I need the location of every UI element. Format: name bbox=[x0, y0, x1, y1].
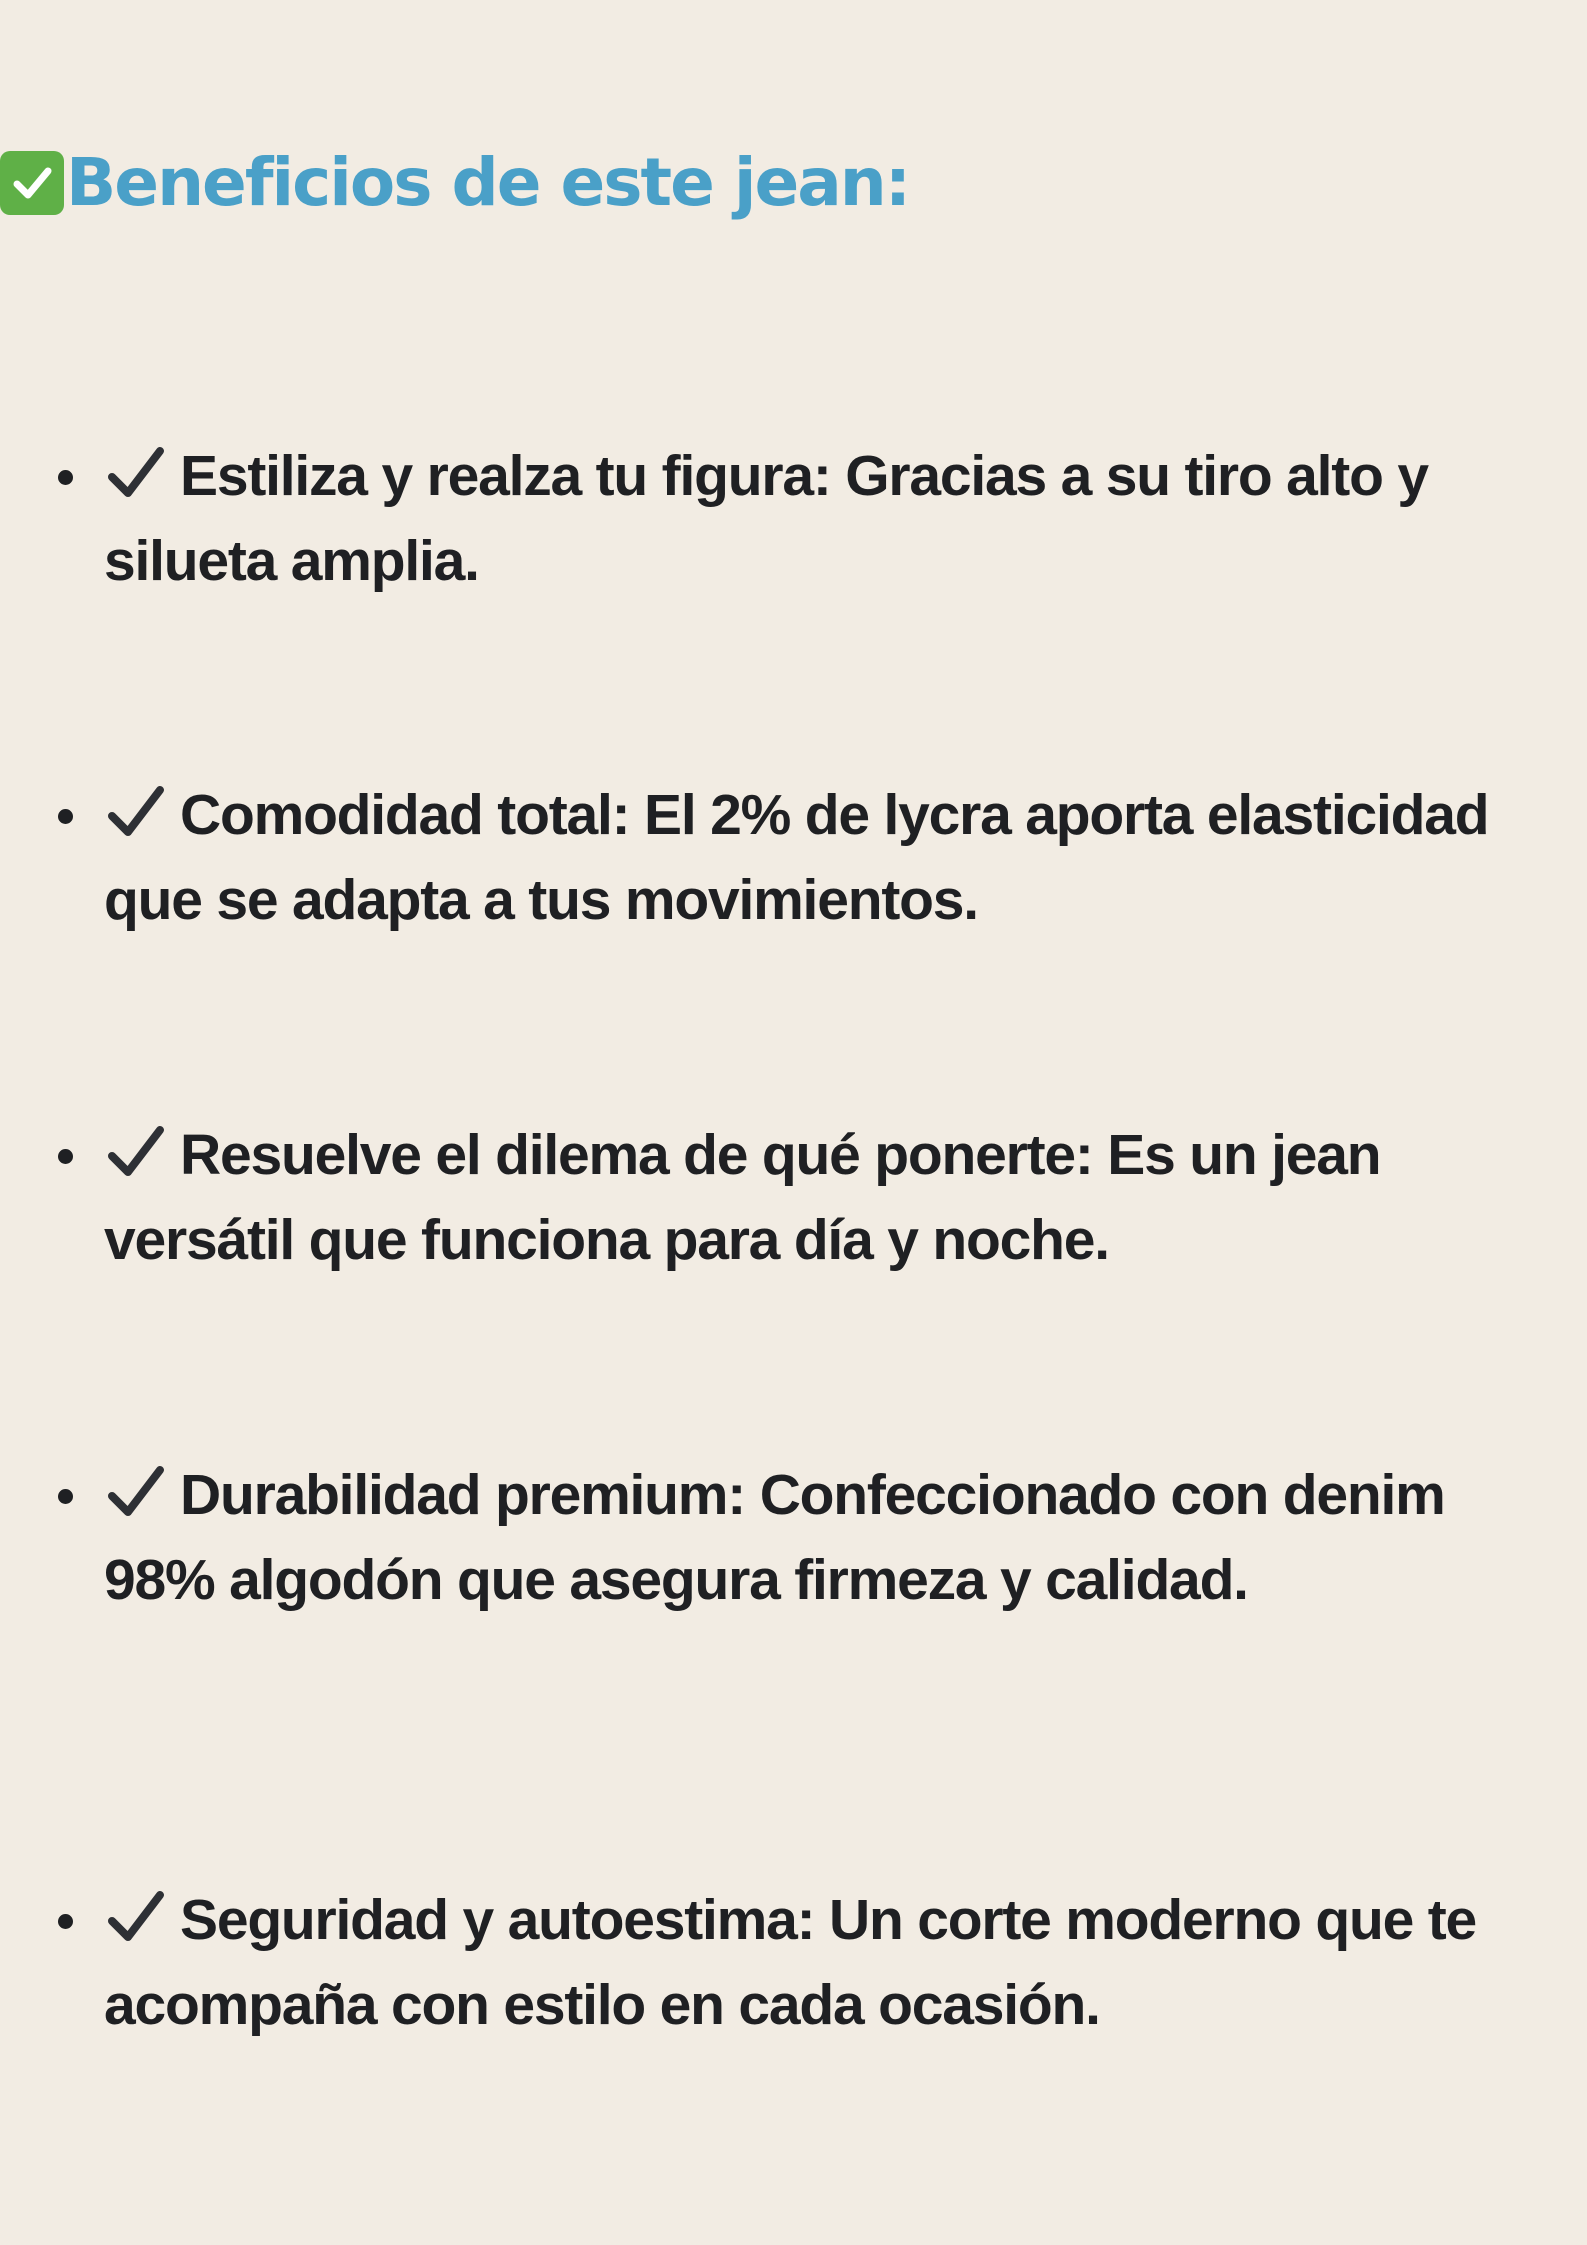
bullet-dot bbox=[58, 809, 73, 824]
benefit-text: Seguridad y autoestima: Un corte moderno que te acompaña con estilo en cada ocasión. bbox=[104, 1888, 1476, 2037]
check-mark-icon bbox=[104, 1120, 168, 1184]
check-mark-icon bbox=[104, 1885, 168, 1949]
check-box-icon bbox=[0, 151, 64, 215]
bullet-dot bbox=[58, 1914, 73, 1929]
benefit-text: Estiliza y realza tu figura: Gracias a su tiro alto y silueta amplia. bbox=[104, 444, 1428, 593]
benefit-item bbox=[104, 1878, 1554, 2048]
check-mark-icon bbox=[104, 1460, 168, 1524]
check-mark-icon bbox=[104, 441, 168, 505]
bullet-dot bbox=[58, 1489, 73, 1504]
benefit-item bbox=[104, 1113, 1554, 1283]
check-mark-icon bbox=[104, 780, 168, 844]
benefits-heading bbox=[0, 144, 910, 221]
benefit-item bbox=[104, 773, 1554, 943]
bullet-dot bbox=[58, 470, 73, 485]
benefit-item bbox=[104, 1453, 1554, 1623]
heading-title: Beneficios de este jean: bbox=[66, 144, 910, 221]
bullet-dot bbox=[58, 1149, 73, 1164]
benefit-item bbox=[104, 434, 1554, 604]
benefit-text: Resuelve el dilema de qué ponerte: Es un jean versátil que funciona para día y noche. bbox=[104, 1123, 1381, 1272]
benefit-text: Durabilidad premium: Confeccionado con denim 98% algodón que asegura firmeza y calidad. bbox=[104, 1463, 1445, 1612]
benefit-text: Comodidad total: El 2% de lycra aporta elasticidad que se adapta a tus movimientos. bbox=[104, 783, 1489, 932]
